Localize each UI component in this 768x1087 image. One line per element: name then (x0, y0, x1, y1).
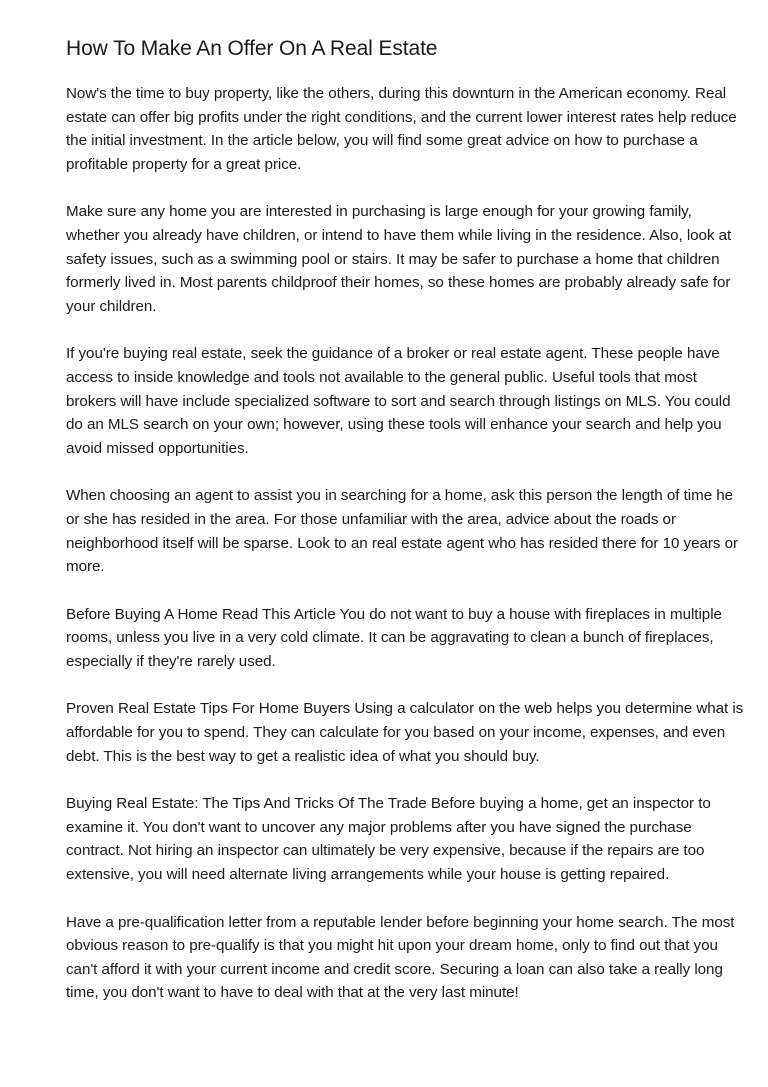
paragraph-3: If you're buying real estate, seek the guidance of a broker or real estate agent. These people have access to inside knowledge and tools not available to the general public. Useful tools that most brokers will have include specialized software to sort and search through listings on MLS. You could do an MLS search on your own; however, using these tools will enhance your search and help you avoid missed opportunities. (66, 345, 731, 457)
paragraph-4: When choosing an agent to assist you in searching for a home, ask this person the length of time he or she has resided in the area. For those unfamiliar with the area, advice about the roads or neighborhood itself will be sparse. Look to an real estate agent who has resided there for 10 years or more. (66, 487, 738, 576)
paragraph-2: Make sure any home you are interested in purchasing is large enough for your growing family, whether you already have children, or intend to have them while living in the residence. Also, look at safety issues, such as a swimming pool or stairs. It may be safer to purchase a home that children formerly lived in. Most parents childproof their homes, so these homes are probably already safe for your children. (66, 203, 732, 315)
paragraph-7: Buying Real Estate: The Tips And Tricks Of The Trade Before buying a home, get an inspector to examine it. You don't want to uncover any major problems after you have signed the purchase contract. Not hiring an inspector can ultimately be very expensive, because if the repairs are too extensive, you will need alternate living arrangements while your house is getting repaired. (66, 795, 711, 884)
paragraph-1: Now's the time to buy property, like the others, during this downturn in the American economy. Real estate can offer big profits under the right conditions, and the current lower interest rates help reduce the initial investment. In the article below, you will find some great advice on how to purchase a profitable property for a great price. (66, 85, 737, 173)
document-page (66, 34, 746, 1029)
page-title: How To Make An Offer On A Real Estate (66, 37, 438, 60)
paragraph-8: Have a pre-qualification letter from a reputable lender before beginning your home search. The most obvious reason to pre-qualify is that you might hit upon your dream home, only to find out that you can't afford it with your current income and credit score. Securing a loan can also take a really long time, you don't want to have to deal with that at the very last minute! (66, 913, 735, 1002)
paragraph-5: Before Buying A Home Read This Article You do not want to buy a house with fireplaces in multiple rooms, unless you live in a very cold climate. It can be aggravating to clean a bunch of fireplaces, especially if they're rarely used. (66, 605, 722, 670)
paragraph-6: Proven Real Estate Tips For Home Buyers Using a calculator on the web helps you determine what is affordable for you to spend. They can calculate for you based on your income, expenses, and even debt. This is the best way to get a realistic idea of what you should buy. (66, 700, 744, 765)
